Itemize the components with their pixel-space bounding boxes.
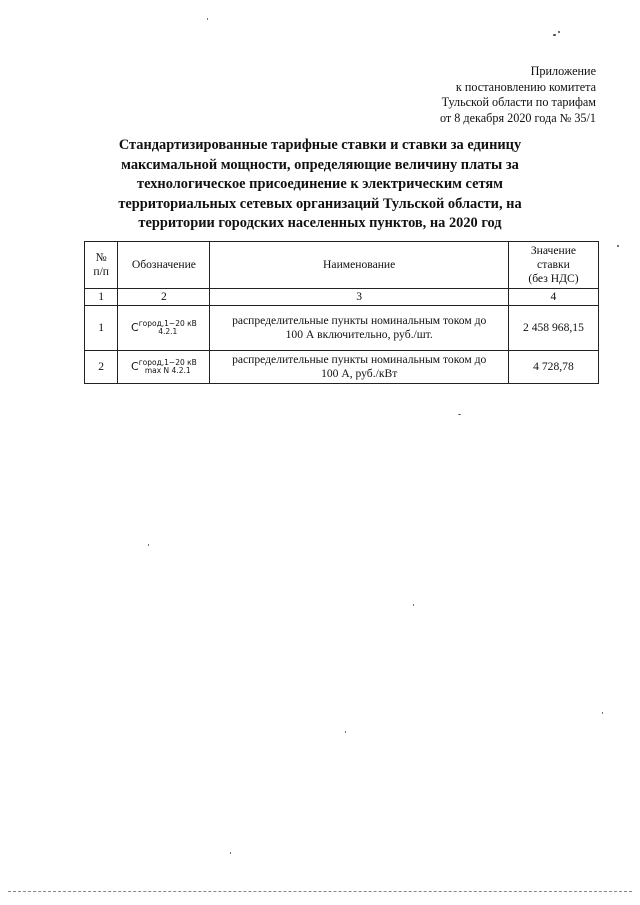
designation-symbol: C — [131, 321, 139, 334]
header-value-line: (без НДС) — [528, 272, 579, 285]
title-line: Стандартизированные тарифные ставки и ставки за единицу — [118, 137, 522, 153]
designation-indices — [139, 320, 197, 336]
column-number: 1 — [85, 289, 118, 306]
scan-speck — [413, 604, 414, 606]
annex-line: Приложение — [530, 64, 596, 78]
scan-speck — [345, 731, 346, 733]
header-value-line: ставки — [537, 258, 570, 271]
rate-name-line: 100 А, руб./кВт — [321, 367, 398, 380]
rate-name-line: распределительные пункты номинальным током до — [232, 314, 487, 327]
rate-name-line: 100 А включительно, руб./шт. — [285, 328, 433, 341]
rate-designation — [118, 306, 210, 351]
header-name: Наименование — [210, 242, 508, 289]
scan-speck — [602, 712, 603, 714]
scan-speck — [230, 852, 231, 854]
header-number — [85, 242, 118, 289]
scan-speck — [617, 245, 619, 247]
header-value-line: Значение — [530, 244, 577, 257]
row-number: 2 — [85, 351, 118, 384]
column-number: 2 — [118, 289, 210, 306]
table-header-row — [85, 242, 599, 289]
annex-line: к постановлению комитета — [455, 79, 596, 94]
scan-speck — [558, 31, 560, 33]
title-line: территориальных сетевых организаций Тульской области, на — [118, 195, 522, 212]
header-number-line: № — [95, 251, 107, 264]
scan-speck — [553, 34, 556, 36]
annex-line: от 8 декабря 2020 года № 35/1 — [439, 110, 596, 125]
table-row — [85, 351, 599, 384]
rate-designation — [118, 351, 210, 384]
annex-block — [440, 64, 596, 126]
scan-edge-line — [8, 891, 632, 892]
annex-line: Тульской области по тарифам — [441, 95, 596, 109]
scan-speck — [207, 18, 208, 20]
header-number-line: п/п — [93, 265, 109, 278]
designation-symbol: C — [131, 360, 139, 373]
designation-superscript: город,1−20 кВ — [138, 358, 197, 367]
header-value — [508, 242, 598, 289]
rate-name — [210, 351, 508, 384]
rate-name — [210, 306, 508, 351]
table-row — [85, 306, 599, 351]
rate-value: 2 458 968,15 — [508, 306, 598, 351]
rate-name-line: распределительные пункты номинальным током до — [232, 353, 487, 366]
rates-table — [84, 241, 599, 384]
rate-value: 4 728,78 — [508, 351, 598, 384]
header-designation: Обозначение — [118, 242, 210, 289]
column-number: 3 — [210, 289, 508, 306]
designation-superscript: город,1−20 кВ — [138, 319, 197, 328]
title-line: территории городских населенных пунктов, на 2020 год — [138, 215, 502, 231]
title-line: максимальной мощности, определяющие величину платы за — [121, 156, 519, 173]
column-number-row — [85, 289, 599, 306]
designation-subscript: max N 4.2.1 — [144, 366, 191, 375]
designation-subscript: 4.2.1 — [158, 327, 178, 336]
scan-speck — [458, 414, 461, 415]
designation-indices — [139, 359, 197, 375]
title-line: технологическое присоединение к электрическим сетям — [137, 176, 503, 192]
document-title — [80, 136, 560, 234]
column-number: 4 — [508, 289, 598, 306]
row-number: 1 — [85, 306, 118, 351]
scan-speck — [148, 544, 149, 546]
